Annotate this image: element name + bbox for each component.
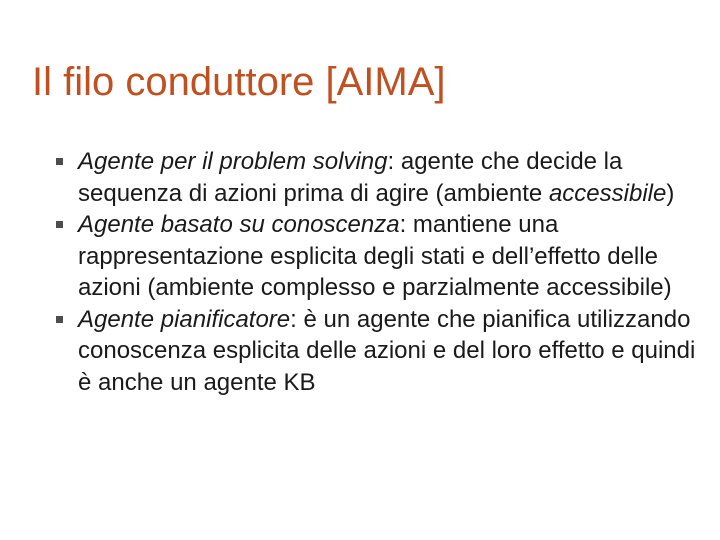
square-bullet-icon	[56, 158, 63, 165]
bullet-term: Agente pianificatore	[78, 305, 291, 333]
bullet-term-secondary: accessibile	[548, 179, 667, 207]
bullet-item-knowledge-based	[54, 209, 704, 304]
bullet-list	[54, 146, 704, 398]
square-bullet-icon	[56, 316, 63, 323]
bullet-term: Agente per il problem solving	[78, 148, 388, 175]
bullet-text-end: )	[666, 179, 675, 207]
bullet-text: : mantiene una rappresentazione esplicita degli stati e dell’effetto delle azioni (ambiente complesso e parzialmente accessibile)	[78, 211, 672, 301]
bullet-text: : agente che decide la sequenza di azioni prima di agire (ambiente	[78, 148, 623, 207]
bullet-item-planner	[54, 304, 704, 399]
bullet-item-problem-solving	[54, 146, 704, 209]
bullet-term: Agente basato su conoscenza	[78, 211, 400, 238]
bullet-text: : è un agente che pianifica utilizzando conoscenza esplicita delle azioni e del loro effetto e quindi è anche un agente KB	[78, 305, 696, 396]
slide-title: Il filo conduttore [AIMA]	[32, 60, 446, 104]
square-bullet-icon	[56, 221, 63, 228]
